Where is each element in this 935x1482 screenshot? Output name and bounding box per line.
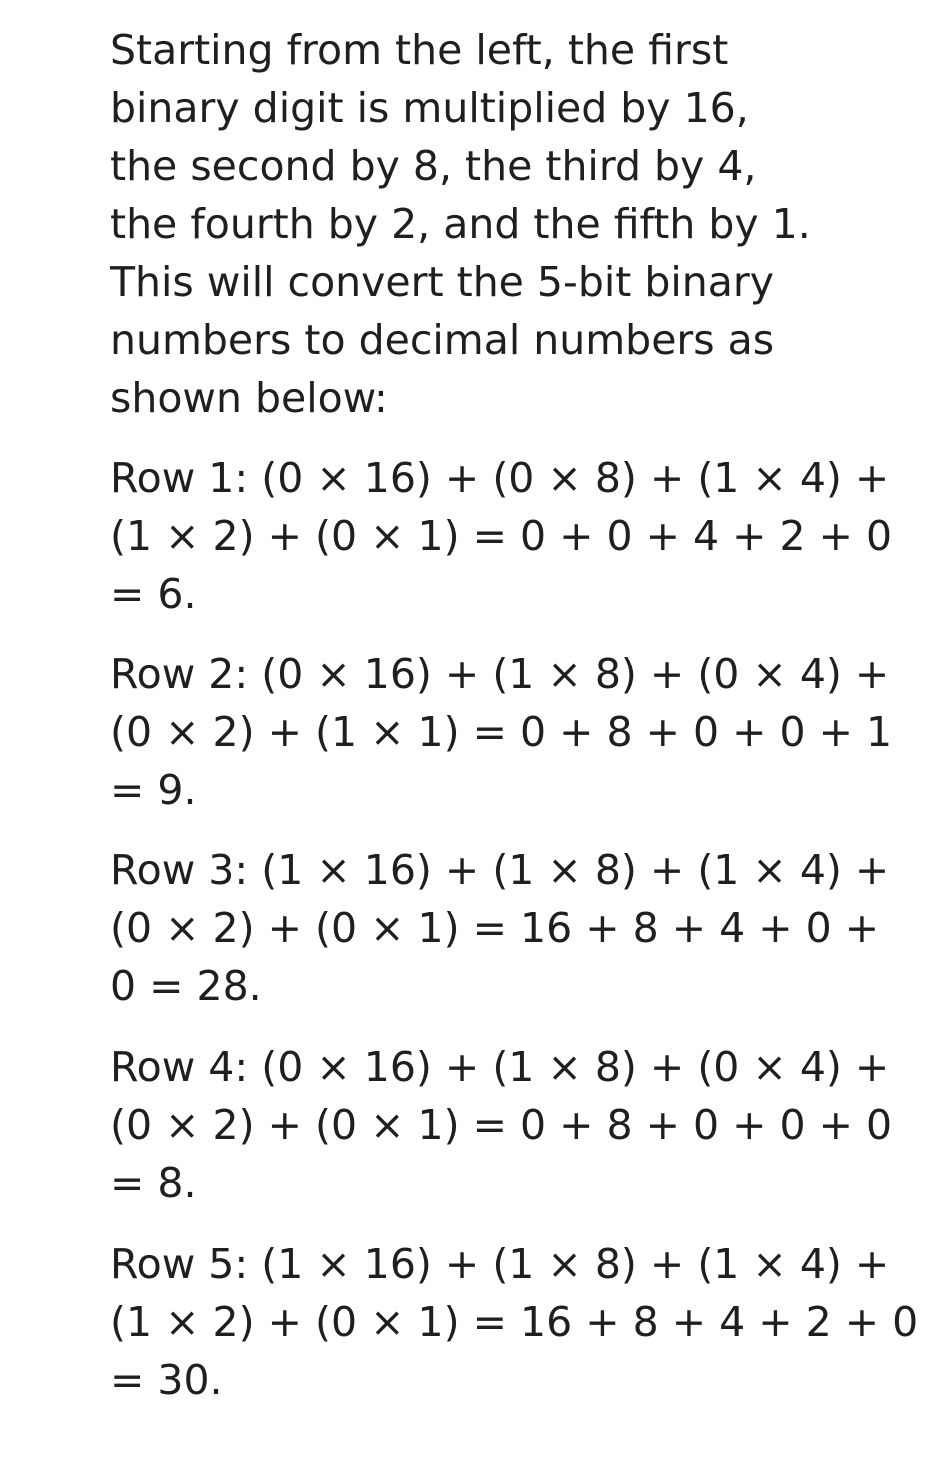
calculation-result: = 30.: [110, 1356, 223, 1404]
calculation-line: (0 × 2) + (1 × 1) = 0 + 8 + 0 + 0 + 1: [110, 708, 893, 756]
intro-line: shown below:: [110, 374, 388, 422]
calculation-result: 0 = 28.: [110, 962, 262, 1010]
calculation-result: = 6.: [110, 570, 197, 618]
intro-line: the second by 8, the third by 4,: [110, 142, 757, 190]
calculation-line: Row 4: (0 × 16) + (1 × 8) + (0 × 4) +: [110, 1043, 890, 1091]
calculation-result: = 8.: [110, 1159, 197, 1207]
intro-line: Starting from the left, the first: [110, 26, 729, 74]
intro-paragraph: [110, 21, 900, 427]
calculation-result: = 9.: [110, 766, 197, 814]
calculation-line: (0 × 2) + (0 × 1) = 16 + 8 + 4 + 0 +: [110, 904, 880, 952]
calculation-line: Row 1: (0 × 16) + (0 × 8) + (1 × 4) +: [110, 454, 890, 502]
row-3-calculation: [110, 841, 900, 1015]
row-4-calculation: [110, 1038, 900, 1212]
calculation-line: (0 × 2) + (0 × 1) = 0 + 8 + 0 + 0 + 0: [110, 1101, 893, 1149]
row-2-calculation: [110, 645, 900, 819]
row-1-calculation: [110, 449, 900, 623]
calculation-line: Row 3: (1 × 16) + (1 × 8) + (1 × 4) +: [110, 846, 890, 894]
calculation-line: Row 5: (1 × 16) + (1 × 8) + (1 × 4) +: [110, 1240, 890, 1288]
row-5-calculation: [110, 1235, 919, 1409]
intro-line: binary digit is multiplied by 16,: [110, 84, 749, 132]
intro-line: numbers to decimal numbers as: [110, 316, 775, 364]
intro-line: the fourth by 2, and the fifth by 1.: [110, 200, 811, 248]
calculation-line: Row 2: (0 × 16) + (1 × 8) + (0 × 4) +: [110, 650, 890, 698]
calculation-line: (1 × 2) + (0 × 1) = 0 + 0 + 4 + 2 + 0: [110, 512, 893, 560]
intro-line: This will convert the 5-bit binary: [110, 258, 774, 306]
calculation-line: (1 × 2) + (0 × 1) = 16 + 8 + 4 + 2 + 0: [110, 1298, 919, 1346]
